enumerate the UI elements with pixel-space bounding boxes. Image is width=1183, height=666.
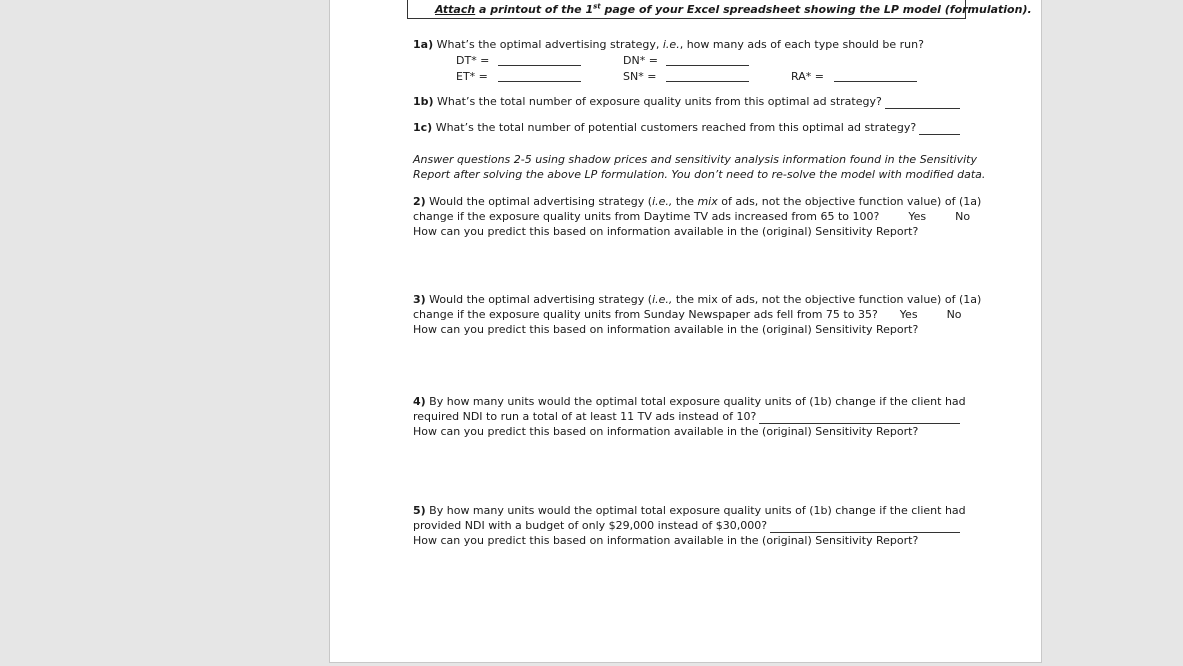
question-2-text-c: of ads, not the objective function value) of (1a) xyxy=(717,195,982,208)
question-1a-ie: i.e. xyxy=(662,38,680,51)
question-1b-answer-blank[interactable] xyxy=(885,97,960,109)
document-page xyxy=(329,0,1042,663)
attach-text-b: page of your Excel spreadsheet showing the LP model (formulation). xyxy=(600,3,1032,16)
question-5-text-a: By how many units would the optimal total exposure quality units of (1b) change if the client had xyxy=(425,504,966,517)
question-3-no-option[interactable]: No xyxy=(946,308,962,321)
instructions-line-1: Answer questions 2-5 using shadow prices and sensitivity analysis information found in the Sensitivity xyxy=(413,153,977,166)
question-1b-line xyxy=(413,94,960,109)
question-4 xyxy=(413,394,966,439)
et-answer-blank[interactable] xyxy=(498,81,581,82)
question-2-text-a: Would the optimal advertising strategy ( xyxy=(425,195,653,208)
question-4-line-2 xyxy=(413,409,960,424)
question-1a-text-b: , how many ads of each type should be run? xyxy=(679,38,924,51)
question-2-no-option[interactable]: No xyxy=(955,210,971,223)
ra-label: RA* = xyxy=(791,70,824,83)
question-2-line-1 xyxy=(413,194,982,209)
question-3 xyxy=(413,292,982,337)
attach-word: Attach xyxy=(435,3,476,16)
question-1a-text-a: What’s the optimal advertising strategy, xyxy=(433,38,663,51)
question-4-text-a: By how many units would the optimal total exposure quality units of (1b) change if the client had xyxy=(425,395,966,408)
question-3-line-1 xyxy=(413,292,982,307)
question-1a xyxy=(413,37,960,52)
question-2 xyxy=(413,194,982,239)
question-3-label: 3) xyxy=(413,293,426,306)
question-3-line-3: How can you predict this based on information available in the (original) Sensitivity Report? xyxy=(413,323,919,336)
question-4-text-line2: required NDI to run a total of at least 11 TV ads instead of 10? xyxy=(413,410,757,423)
question-1c-line xyxy=(413,120,960,135)
et-label: ET* = xyxy=(456,70,488,83)
question-3-ie: i.e., xyxy=(652,293,673,306)
question-2-line-2 xyxy=(413,209,971,224)
question-5-label: 5) xyxy=(413,504,426,517)
question-2-yes-option[interactable]: Yes xyxy=(908,210,927,223)
question-2-text-b: the xyxy=(672,195,698,208)
question-5-answer-blank[interactable] xyxy=(770,521,960,533)
instructions-line-2: Report after solving the above LP formulation. You don’t need to re-solve the model with modified data. xyxy=(413,168,986,181)
question-5 xyxy=(413,503,966,548)
question-2-line-3: How can you predict this based on information available in the (original) Sensitivity Report? xyxy=(413,225,919,238)
dt-answer-blank[interactable] xyxy=(498,65,581,66)
question-1b-label: 1b) xyxy=(413,95,434,108)
question-5-text-line2: provided NDI with a budget of only $29,000 instead of $30,000? xyxy=(413,519,768,532)
attach-text-a: a printout of the 1 xyxy=(475,3,594,16)
question-5-line-2 xyxy=(413,518,960,533)
question-1c-answer-blank[interactable] xyxy=(919,123,960,135)
question-4-line-3: How can you predict this based on information available in the (original) Sensitivity Report? xyxy=(413,425,919,438)
question-3-text-b: the mix of ads, not the objective function value) of (1a) xyxy=(672,293,982,306)
dt-label: DT* = xyxy=(456,54,490,67)
question-1b-text: What’s the total number of exposure quality units from this optimal ad strategy? xyxy=(433,95,882,108)
question-4-line-1 xyxy=(413,394,966,409)
question-4-answer-blank[interactable] xyxy=(759,412,960,424)
dn-answer-blank[interactable] xyxy=(666,65,749,66)
answer-row-2 xyxy=(330,69,1043,84)
answer-row-1 xyxy=(330,53,1043,68)
question-2-text-line2: change if the exposure quality units from Daytime TV ads increased from 65 to 100? xyxy=(413,210,880,223)
attach-instruction-box xyxy=(407,0,1032,19)
question-5-line-3: How can you predict this based on information available in the (original) Sensitivity Report? xyxy=(413,534,919,547)
question-2-ie: i.e., xyxy=(652,195,673,208)
question-3-line-2 xyxy=(413,307,960,322)
dn-label: DN* = xyxy=(623,54,658,67)
question-1c-text: What’s the total number of potential customers reached from this optimal ad strategy? xyxy=(432,121,917,134)
instructions-note xyxy=(413,152,986,182)
question-4-label: 4) xyxy=(413,395,426,408)
ra-answer-blank[interactable] xyxy=(834,81,917,82)
attach-superscript: st xyxy=(593,2,601,11)
question-1b xyxy=(413,94,960,109)
question-1c xyxy=(413,120,960,135)
sn-label: SN* = xyxy=(623,70,657,83)
question-1c-label: 1c) xyxy=(413,121,433,134)
question-5-line-1 xyxy=(413,503,966,518)
question-3-text-a: Would the optimal advertising strategy ( xyxy=(425,293,653,306)
question-2-mix: mix xyxy=(697,195,718,208)
sn-answer-blank[interactable] xyxy=(666,81,749,82)
question-2-label: 2) xyxy=(413,195,426,208)
question-1a-label: 1a) xyxy=(413,38,434,51)
question-3-text-line2: change if the exposure quality units from Sunday Newspaper ads fell from 75 to 35? xyxy=(413,308,878,321)
question-3-yes-option[interactable]: Yes xyxy=(899,308,918,321)
question-1a-text xyxy=(413,37,960,52)
